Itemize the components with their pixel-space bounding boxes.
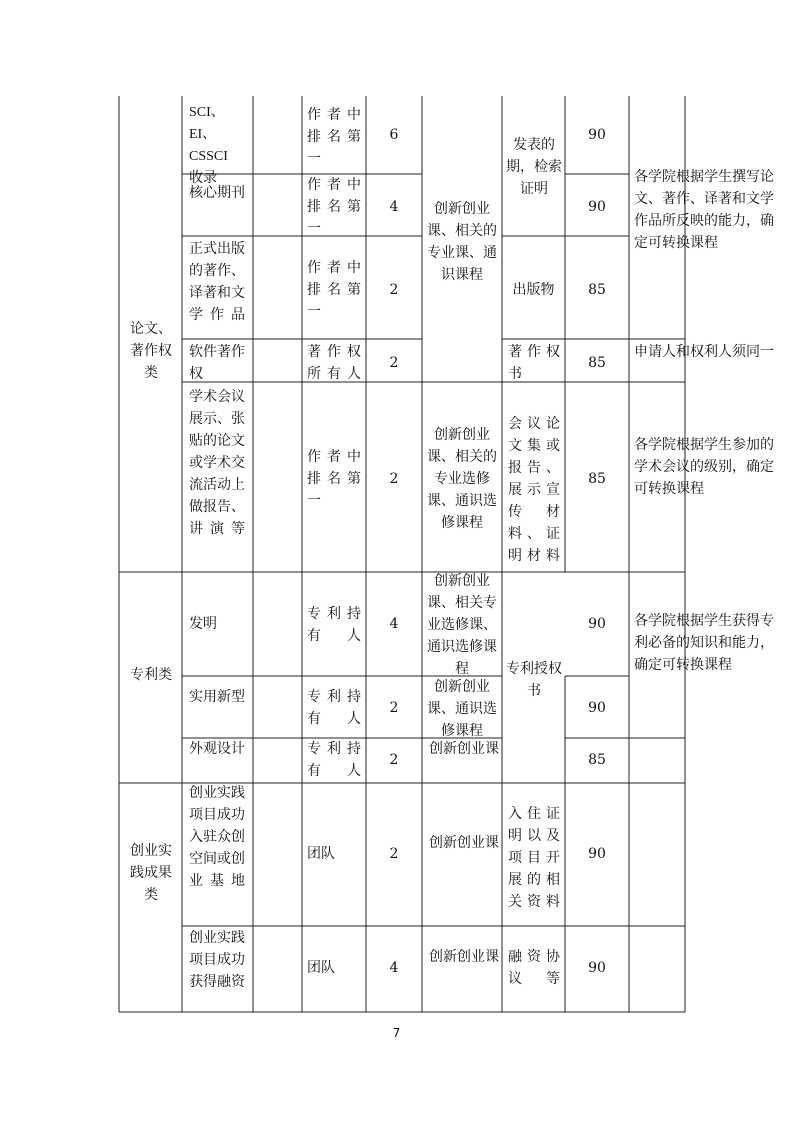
row10-course: 创新创业课	[429, 949, 499, 965]
row3-credit: 2	[389, 282, 399, 298]
row8-item: 外观设计	[189, 741, 245, 757]
row7-score: 90	[588, 700, 606, 716]
row2-score: 90	[588, 199, 606, 215]
row10-team: 团队	[307, 960, 335, 976]
row5-proof: 会议论文集或报告、展示宣传材料、证明材料	[508, 416, 560, 564]
row8-course: 创新创业课	[429, 741, 499, 757]
row1-score: 90	[588, 127, 606, 143]
row9-proof: 入住证明以及项目开展的相关资料	[508, 806, 560, 910]
category-startup: 创业实践成果类	[130, 843, 172, 903]
row4-proof: 著作权书	[508, 344, 560, 382]
row9-score: 90	[588, 846, 606, 862]
row9-credit: 2	[389, 846, 399, 862]
course-rows-1-4: 创新创业课、相关的专业课、通识课程	[427, 201, 497, 283]
row5-credit: 2	[389, 471, 399, 487]
row5-author: 作者中排名第一	[307, 449, 361, 509]
note-patent: 各学院根据学生获得专利必备的知识和能力，确定可转换课程	[634, 613, 774, 673]
row8-credit: 2	[389, 752, 399, 768]
row8-score: 85	[588, 752, 606, 768]
proof-patent: 专利授权书	[506, 661, 562, 699]
row4-score: 85	[588, 355, 606, 371]
category-paper: 论文、著作权类	[130, 321, 172, 381]
row4-credit: 2	[389, 355, 399, 371]
row8-holder: 专利持有人	[307, 741, 361, 779]
category-patent: 专利类	[130, 667, 172, 683]
row7-course: 创新创业课、通识选修课程	[427, 679, 497, 739]
row5-item: 学术会议展示、张贴的论文或学术交流活动上做报告、讲演等	[189, 389, 245, 537]
row10-score: 90	[588, 960, 606, 976]
row9-course: 创新创业课	[429, 835, 499, 851]
row4-author: 著作权所有人	[307, 344, 361, 382]
row7-holder: 专利持有人	[307, 689, 361, 727]
row5-score: 85	[588, 471, 606, 487]
row6-holder: 专利持有人	[307, 606, 361, 644]
proof-rows-1-2: 发表的期，检索证明	[506, 137, 562, 197]
row10-credit: 4	[389, 960, 399, 976]
row2-author: 作者中排名第一	[307, 177, 361, 237]
row3-proof: 出版物	[512, 282, 555, 298]
row5-course: 创新创业课、相关的专业选修课、通识选修课程	[427, 427, 497, 531]
page-number: 7	[392, 1026, 401, 1040]
row4-item: 软件著作权	[189, 344, 245, 382]
row3-score: 85	[588, 282, 606, 298]
row2-credit: 4	[389, 199, 399, 215]
row1-author: 作者中排名第一	[307, 107, 361, 167]
row1-item: SCI、EI、CSSCI 收录	[189, 105, 228, 186]
note-rows-1-3: 各学院根据学生撰写论文、著作、译著和文学作品所反映的能力，确定可转换课程	[634, 169, 774, 251]
row1-credit: 6	[389, 127, 399, 143]
row7-credit: 2	[389, 700, 399, 716]
row6-item: 发明	[189, 616, 217, 632]
row3-item: 正式出版的著作、译著和文学作品	[189, 241, 245, 323]
row6-credit: 4	[389, 616, 399, 632]
row6-score: 90	[588, 616, 606, 632]
row10-item: 创业实践项目成功获得融资	[189, 930, 245, 990]
row2-item: 核心期刊	[189, 185, 245, 201]
row6-course: 创新创业课、相关专业选修课、通识选修课程	[427, 573, 497, 677]
row10-proof: 融资协议等	[508, 949, 560, 987]
row9-team: 团队	[307, 846, 335, 862]
row9-item: 创业实践项目成功入驻众创空间或创业基地	[189, 785, 245, 889]
row3-author: 作者中排名第一	[307, 260, 361, 320]
row5-note: 各学院根据学生参加的学术会议的级别，确定可转换课程	[634, 437, 774, 497]
row7-item: 实用新型	[189, 689, 245, 705]
row4-note: 申请人和权利人须同一	[634, 344, 774, 360]
